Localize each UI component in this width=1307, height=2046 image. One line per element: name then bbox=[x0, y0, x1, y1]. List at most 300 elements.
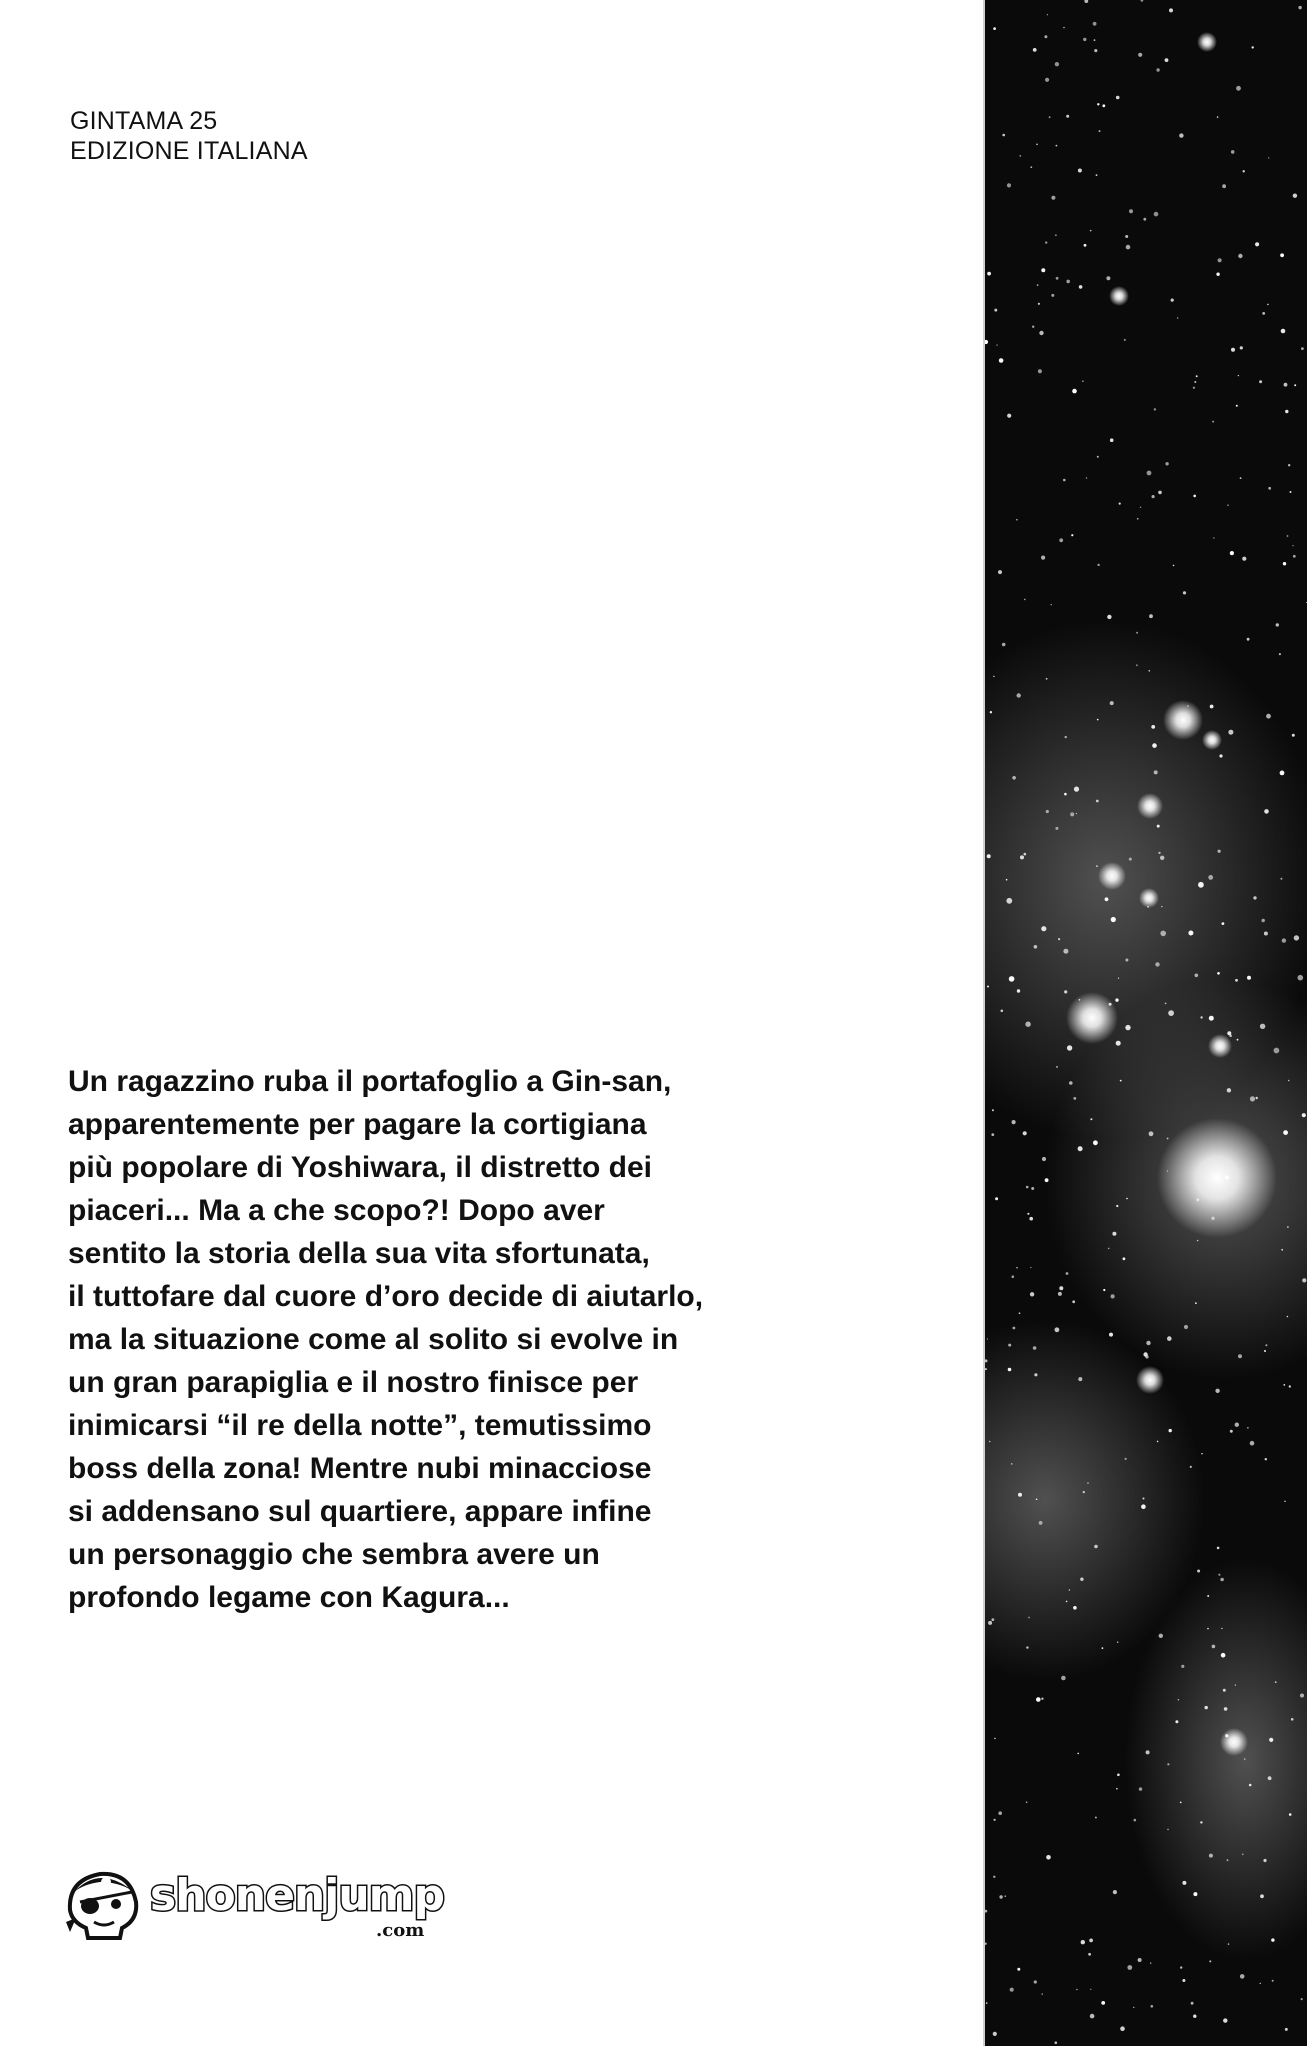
star bbox=[1055, 1327, 1060, 1332]
star bbox=[1044, 35, 1047, 38]
star bbox=[1105, 897, 1109, 901]
pirate-skull-icon bbox=[60, 1862, 150, 1942]
star bbox=[1072, 1300, 1075, 1303]
star bbox=[1165, 1003, 1167, 1005]
star bbox=[1129, 858, 1132, 861]
star bbox=[999, 358, 1004, 363]
star bbox=[1218, 1574, 1220, 1576]
star bbox=[1138, 1958, 1142, 1962]
star bbox=[1268, 157, 1269, 158]
star bbox=[1046, 678, 1048, 680]
star bbox=[1032, 326, 1034, 328]
star bbox=[1042, 1157, 1046, 1161]
star bbox=[1160, 931, 1166, 937]
star bbox=[1157, 1441, 1159, 1443]
star bbox=[1069, 1589, 1071, 1591]
star bbox=[1030, 1292, 1034, 1296]
star bbox=[1133, 2007, 1134, 2008]
bright-star bbox=[1157, 1118, 1277, 1238]
star bbox=[1041, 1993, 1043, 1995]
star bbox=[1288, 464, 1290, 466]
star bbox=[1029, 1217, 1033, 1221]
star bbox=[1222, 922, 1225, 925]
star bbox=[1222, 184, 1226, 188]
bright-star bbox=[1109, 286, 1129, 306]
star bbox=[1196, 375, 1198, 377]
star bbox=[1154, 408, 1156, 410]
star bbox=[1160, 856, 1164, 860]
star bbox=[1193, 2015, 1196, 2018]
star bbox=[1034, 945, 1038, 949]
star bbox=[1116, 1205, 1118, 1207]
star bbox=[1168, 1010, 1174, 1016]
star bbox=[1055, 827, 1058, 830]
star bbox=[1215, 1389, 1219, 1393]
synopsis-line: un personaggio che sembra avere un bbox=[68, 1538, 600, 1571]
star bbox=[1036, 1499, 1038, 1501]
star bbox=[1136, 632, 1138, 634]
star bbox=[1227, 1859, 1229, 1861]
star bbox=[1235, 1423, 1239, 1427]
star bbox=[1084, 0, 1088, 3]
star bbox=[1083, 38, 1086, 41]
star bbox=[1287, 1316, 1289, 1318]
star bbox=[1096, 865, 1098, 867]
star bbox=[1120, 1080, 1122, 1082]
star bbox=[1167, 1829, 1169, 1831]
star bbox=[994, 309, 997, 312]
star bbox=[1093, 1140, 1098, 1145]
star bbox=[1045, 78, 1049, 82]
star bbox=[1200, 1016, 1202, 1018]
star bbox=[1247, 638, 1250, 641]
star bbox=[1149, 614, 1153, 618]
star bbox=[1231, 348, 1235, 352]
star bbox=[1120, 2026, 1125, 2031]
star bbox=[1019, 1312, 1021, 1314]
star bbox=[1099, 130, 1101, 132]
synopsis-line: più popolare di Yoshiwara, il distretto dei bbox=[68, 1151, 652, 1184]
star bbox=[1055, 2041, 1058, 2044]
star bbox=[1037, 284, 1039, 286]
star bbox=[1039, 1521, 1043, 1525]
synopsis-line: inimicarsi “il re della notte”, temutissimo bbox=[68, 1409, 652, 1442]
star bbox=[1228, 730, 1233, 735]
star bbox=[1108, 1248, 1110, 1250]
star bbox=[1194, 381, 1196, 383]
star bbox=[985, 340, 988, 344]
star bbox=[1220, 1578, 1224, 1582]
star bbox=[1083, 1491, 1085, 1493]
star bbox=[998, 570, 1002, 574]
star bbox=[1152, 743, 1157, 748]
star bbox=[1012, 776, 1016, 780]
star bbox=[1143, 1498, 1145, 1500]
synopsis-line: sentito la storia della sua vita sfortunata, bbox=[68, 1237, 650, 1270]
star bbox=[1275, 1681, 1277, 1683]
star bbox=[1173, 565, 1175, 567]
star bbox=[1026, 1801, 1028, 1803]
star bbox=[1007, 183, 1011, 187]
bright-star bbox=[1202, 730, 1222, 750]
star bbox=[1125, 1025, 1130, 1030]
star bbox=[993, 2032, 997, 2036]
synopsis-line: ma la situazione come al solito si evolve in bbox=[68, 1323, 679, 1356]
star bbox=[1178, 1699, 1179, 1700]
star bbox=[1063, 27, 1065, 29]
star bbox=[1205, 1706, 1208, 1709]
star bbox=[1016, 519, 1017, 520]
bright-star bbox=[1139, 888, 1159, 908]
star bbox=[1158, 852, 1160, 854]
star bbox=[1179, 133, 1183, 137]
star bbox=[1034, 1373, 1037, 1376]
star bbox=[1165, 58, 1169, 62]
star bbox=[1090, 1118, 1092, 1120]
star bbox=[1064, 990, 1067, 993]
star bbox=[1223, 1689, 1226, 1692]
star bbox=[1193, 1892, 1197, 1896]
star bbox=[1217, 972, 1220, 975]
star bbox=[1209, 1854, 1213, 1858]
star bbox=[1025, 1021, 1030, 1026]
star bbox=[1292, 545, 1293, 546]
star bbox=[1039, 331, 1043, 335]
star bbox=[1289, 1385, 1291, 1387]
star bbox=[1216, 273, 1219, 276]
star bbox=[990, 711, 992, 713]
shonenjump-logo bbox=[60, 1862, 490, 1952]
star bbox=[1250, 1441, 1255, 1446]
logo-wordmark: shonenjump bbox=[150, 1870, 444, 1921]
star bbox=[1113, 1890, 1117, 1894]
star bbox=[1253, 896, 1256, 899]
star bbox=[1059, 538, 1063, 542]
star bbox=[1086, 477, 1088, 479]
star bbox=[1171, 299, 1174, 302]
star bbox=[1090, 1989, 1091, 1990]
star bbox=[1116, 1041, 1121, 1046]
star bbox=[1265, 1458, 1267, 1460]
star bbox=[1102, 104, 1105, 107]
star bbox=[1242, 1854, 1243, 1855]
star bbox=[987, 854, 991, 858]
star bbox=[1177, 317, 1179, 319]
star bbox=[1116, 96, 1120, 100]
star bbox=[1038, 369, 1042, 373]
star bbox=[1064, 793, 1067, 796]
star bbox=[1212, 1645, 1216, 1649]
star bbox=[1301, 347, 1304, 350]
bright-star bbox=[1163, 700, 1203, 740]
star bbox=[1111, 917, 1116, 922]
star bbox=[1240, 1974, 1245, 1979]
star bbox=[1066, 280, 1070, 284]
star bbox=[1116, 1788, 1118, 1790]
star bbox=[1088, 1953, 1091, 1956]
bright-star bbox=[1137, 793, 1163, 819]
star bbox=[996, 344, 997, 345]
star bbox=[1149, 1131, 1154, 1136]
star bbox=[1212, 421, 1214, 423]
star bbox=[1283, 562, 1286, 565]
starfield-panel bbox=[985, 0, 1307, 2046]
star bbox=[1235, 1684, 1236, 1685]
star bbox=[1263, 1859, 1266, 1862]
star bbox=[1262, 919, 1265, 922]
star bbox=[988, 1621, 992, 1625]
star bbox=[1289, 1813, 1292, 1816]
star bbox=[1213, 537, 1214, 538]
star bbox=[1076, 813, 1077, 814]
star bbox=[1111, 1294, 1115, 1298]
star bbox=[1125, 235, 1128, 238]
star bbox=[1250, 1096, 1255, 1101]
star bbox=[1051, 196, 1055, 200]
synopsis-line: boss della zona! Mentre nubi minacciose bbox=[68, 1452, 652, 1485]
star bbox=[1283, 1384, 1285, 1386]
star bbox=[1101, 2001, 1105, 2005]
star bbox=[1193, 387, 1195, 389]
star bbox=[1154, 770, 1158, 774]
star bbox=[1236, 405, 1238, 407]
star bbox=[1011, 1463, 1012, 1464]
star bbox=[1125, 1458, 1127, 1460]
star bbox=[1229, 1035, 1232, 1038]
star bbox=[1230, 551, 1234, 555]
star bbox=[1219, 754, 1222, 757]
star bbox=[1031, 1187, 1034, 1190]
star bbox=[1012, 1275, 1015, 1278]
star bbox=[1182, 1881, 1186, 1885]
star bbox=[1056, 277, 1059, 280]
bright-star bbox=[1220, 1728, 1248, 1756]
star bbox=[1136, 664, 1138, 666]
star bbox=[1024, 853, 1027, 856]
star bbox=[1155, 962, 1159, 966]
star bbox=[1051, 604, 1052, 605]
star bbox=[1072, 389, 1077, 394]
edition-subtitle: EDIZIONE ITALIANA bbox=[70, 137, 308, 165]
star bbox=[1228, 1943, 1230, 1945]
star bbox=[1070, 812, 1074, 816]
star bbox=[1272, 1980, 1274, 1982]
star bbox=[1055, 62, 1059, 66]
synopsis-line: piaceri... Ma a che scopo?! Dopo aver bbox=[68, 1194, 605, 1227]
star bbox=[1161, 906, 1162, 907]
star bbox=[1281, 329, 1286, 334]
bright-star bbox=[1066, 992, 1118, 1044]
star bbox=[1008, 1344, 1011, 1347]
star bbox=[1118, 978, 1119, 979]
star bbox=[1266, 714, 1271, 719]
star bbox=[1013, 1327, 1016, 1330]
star bbox=[1284, 1501, 1285, 1502]
star bbox=[989, 1441, 991, 1443]
star bbox=[1005, 1896, 1006, 1897]
star bbox=[1264, 1350, 1266, 1352]
star bbox=[1252, 46, 1254, 48]
star bbox=[1126, 245, 1131, 250]
star bbox=[1227, 504, 1229, 506]
synopsis-line: apparentemente per pagare la cortigiana bbox=[68, 1108, 647, 1141]
star bbox=[1066, 115, 1069, 118]
star bbox=[986, 2002, 988, 2004]
star bbox=[1180, 1966, 1182, 1968]
star bbox=[1227, 1088, 1231, 1092]
star bbox=[1149, 670, 1151, 672]
star bbox=[1298, 975, 1304, 981]
star bbox=[1284, 383, 1288, 387]
star bbox=[1115, 998, 1118, 1001]
star bbox=[1158, 491, 1162, 495]
star bbox=[1041, 268, 1045, 272]
star bbox=[1217, 116, 1219, 118]
star bbox=[1110, 438, 1114, 442]
star bbox=[1268, 1776, 1272, 1780]
star bbox=[1271, 1938, 1274, 1941]
star bbox=[1102, 1647, 1104, 1649]
star bbox=[1165, 462, 1168, 465]
star bbox=[1269, 1738, 1273, 1742]
star bbox=[1033, 48, 1037, 52]
star bbox=[1282, 938, 1286, 942]
star bbox=[1017, 693, 1021, 697]
star bbox=[1009, 976, 1015, 982]
star bbox=[1256, 1097, 1258, 1099]
star bbox=[1223, 2018, 1227, 2022]
star bbox=[1288, 1080, 1290, 1082]
star bbox=[1247, 1427, 1249, 1429]
synopsis bbox=[68, 1060, 808, 1619]
star bbox=[1119, 503, 1121, 505]
star bbox=[1038, 303, 1040, 305]
star bbox=[1175, 1720, 1178, 1723]
synopsis-line: si addensano sul quartiere, appare infine bbox=[68, 1495, 652, 1528]
star bbox=[1073, 1097, 1076, 1100]
star bbox=[1041, 926, 1046, 931]
star bbox=[1097, 564, 1099, 566]
star bbox=[1293, 194, 1297, 198]
star bbox=[1030, 166, 1032, 168]
star bbox=[1058, 938, 1060, 940]
star bbox=[1078, 1146, 1083, 1151]
star bbox=[1294, 935, 1299, 940]
bright-star bbox=[1136, 1366, 1164, 1394]
star bbox=[1217, 1547, 1220, 1550]
star bbox=[1078, 169, 1082, 173]
star bbox=[1159, 1634, 1163, 1638]
star bbox=[1191, 2002, 1194, 2005]
star bbox=[1061, 1676, 1066, 1681]
star bbox=[1007, 414, 1011, 418]
star bbox=[1301, 1998, 1303, 2000]
star bbox=[1291, 1718, 1294, 1721]
star bbox=[1137, 518, 1139, 520]
star bbox=[1145, 1355, 1148, 1358]
star bbox=[1260, 1894, 1264, 1898]
star bbox=[1268, 487, 1271, 490]
star bbox=[1198, 882, 1204, 888]
star bbox=[987, 986, 989, 988]
star bbox=[1045, 1178, 1049, 1182]
star bbox=[1006, 898, 1012, 904]
star bbox=[1200, 1821, 1202, 1823]
star bbox=[993, 1876, 995, 1878]
star bbox=[994, 1819, 996, 1821]
star bbox=[991, 1133, 994, 1136]
star bbox=[1141, 0, 1144, 2]
star bbox=[1207, 1595, 1209, 1597]
star bbox=[1055, 234, 1057, 236]
star bbox=[1139, 1787, 1142, 1790]
star bbox=[1077, 1753, 1079, 1755]
star bbox=[1188, 931, 1193, 936]
star bbox=[1140, 507, 1141, 508]
star bbox=[1002, 134, 1005, 137]
star bbox=[1097, 103, 1099, 105]
star bbox=[1146, 1750, 1150, 1754]
star bbox=[1080, 1578, 1083, 1581]
star bbox=[1267, 304, 1269, 306]
star bbox=[1008, 1368, 1012, 1372]
star bbox=[1294, 384, 1296, 386]
star bbox=[1300, 1694, 1304, 1698]
star bbox=[1190, 1466, 1192, 1468]
star bbox=[1125, 959, 1128, 962]
synopsis-line: un gran parapiglia e il nostro finisce per bbox=[68, 1366, 639, 1399]
star bbox=[1071, 534, 1073, 536]
star bbox=[1249, 1784, 1252, 1787]
star bbox=[1023, 1131, 1027, 1135]
star bbox=[1276, 623, 1279, 626]
star bbox=[1051, 294, 1054, 297]
star bbox=[987, 1338, 988, 1339]
star bbox=[1218, 850, 1221, 853]
star bbox=[1146, 1341, 1150, 1345]
star bbox=[995, 1197, 998, 1200]
star bbox=[1260, 1024, 1265, 1029]
star bbox=[1143, 218, 1146, 221]
star bbox=[1081, 1940, 1085, 1944]
star bbox=[1046, 810, 1049, 813]
star bbox=[1024, 599, 1026, 601]
star bbox=[1117, 1641, 1119, 1643]
star bbox=[999, 1895, 1002, 1898]
star bbox=[1045, 241, 1047, 243]
star bbox=[1255, 242, 1259, 246]
star bbox=[1264, 809, 1269, 814]
star bbox=[1292, 734, 1295, 737]
star bbox=[1065, 736, 1067, 738]
star bbox=[1138, 53, 1142, 57]
star bbox=[1041, 556, 1045, 560]
star bbox=[1110, 701, 1114, 705]
star bbox=[1183, 591, 1186, 594]
star bbox=[1167, 1763, 1169, 1765]
star bbox=[1151, 2005, 1154, 2008]
star bbox=[1230, 1430, 1233, 1433]
star bbox=[994, 1738, 995, 1739]
star bbox=[1240, 346, 1243, 349]
star bbox=[1285, 410, 1288, 413]
star bbox=[1094, 39, 1096, 41]
bright-star bbox=[1098, 862, 1126, 890]
star bbox=[993, 27, 996, 30]
star bbox=[1112, 1232, 1116, 1236]
star bbox=[1221, 1653, 1226, 1658]
star bbox=[1126, 1198, 1128, 1200]
